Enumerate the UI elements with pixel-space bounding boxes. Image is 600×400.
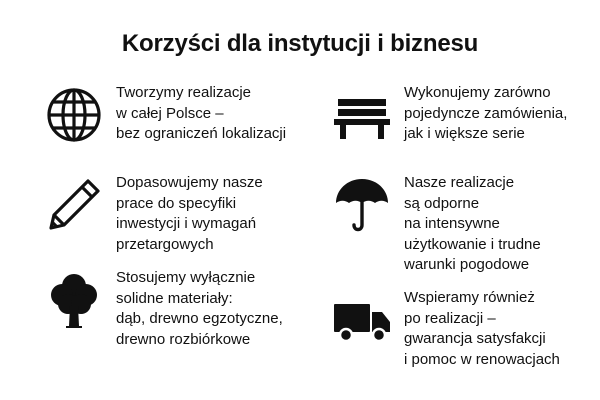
- globe-icon: [42, 83, 106, 147]
- benefit-text-line: inwestycji i wymagań: [116, 215, 257, 232]
- benefit-text-line: dąb, drewno egzotyczne,: [116, 310, 283, 327]
- benefit-text-line: przetargowych: [116, 235, 214, 253]
- benefit-durability: [330, 173, 541, 276]
- umbrella-icon: [330, 173, 394, 237]
- bench-icon: [330, 83, 394, 147]
- benefit-text-line: Wykonujemy zarówno: [404, 84, 551, 101]
- benefit-text-line: i pomoc w renowacjach: [404, 350, 560, 368]
- benefit-text-line: w całej Polsce –: [116, 104, 224, 122]
- benefit-text-line: drewno rozbiórkowe: [116, 330, 251, 348]
- benefit-text-line: pojedyncze zamówienia,: [404, 104, 568, 122]
- benefit-text-line: bez ograniczeń lokalizacji: [116, 125, 287, 142]
- benefit-text-line: gwarancja satysfakcji: [404, 330, 546, 347]
- benefit-text-line: Wspieramy również: [404, 289, 535, 306]
- benefit-orders: [330, 83, 567, 147]
- benefit-text-line: prace do specyfiki: [116, 194, 237, 212]
- benefit-text-line: Dopasowujemy nasze: [116, 174, 263, 191]
- page-title: Korzyści dla instytucji i biznesu: [121, 30, 479, 57]
- benefit-text-line: solidne materiały:: [116, 289, 233, 307]
- benefit-materials: [42, 268, 283, 350]
- benefit-text-line: użytkowanie i trudne: [404, 235, 541, 253]
- benefit-customization: [42, 173, 263, 255]
- tree-icon: [42, 268, 106, 332]
- benefit-text-line: na intensywne: [404, 215, 500, 232]
- benefit-text-line: Nasze realizacje: [404, 174, 515, 191]
- benefit-text-line: warunki pogodowe: [404, 256, 530, 273]
- truck-icon: [330, 288, 394, 352]
- pencil-icon: [42, 173, 106, 237]
- benefit-text-line: jak i większe serie: [404, 125, 525, 142]
- benefit-support: [330, 288, 560, 370]
- benefit-text-line: Tworzymy realizacje: [116, 84, 252, 101]
- benefit-nationwide: [42, 83, 286, 147]
- benefit-text-line: są odporne: [404, 194, 480, 212]
- benefit-text-line: Stosujemy wyłącznie: [116, 269, 256, 286]
- benefit-text-line: po realizacji –: [404, 309, 496, 327]
